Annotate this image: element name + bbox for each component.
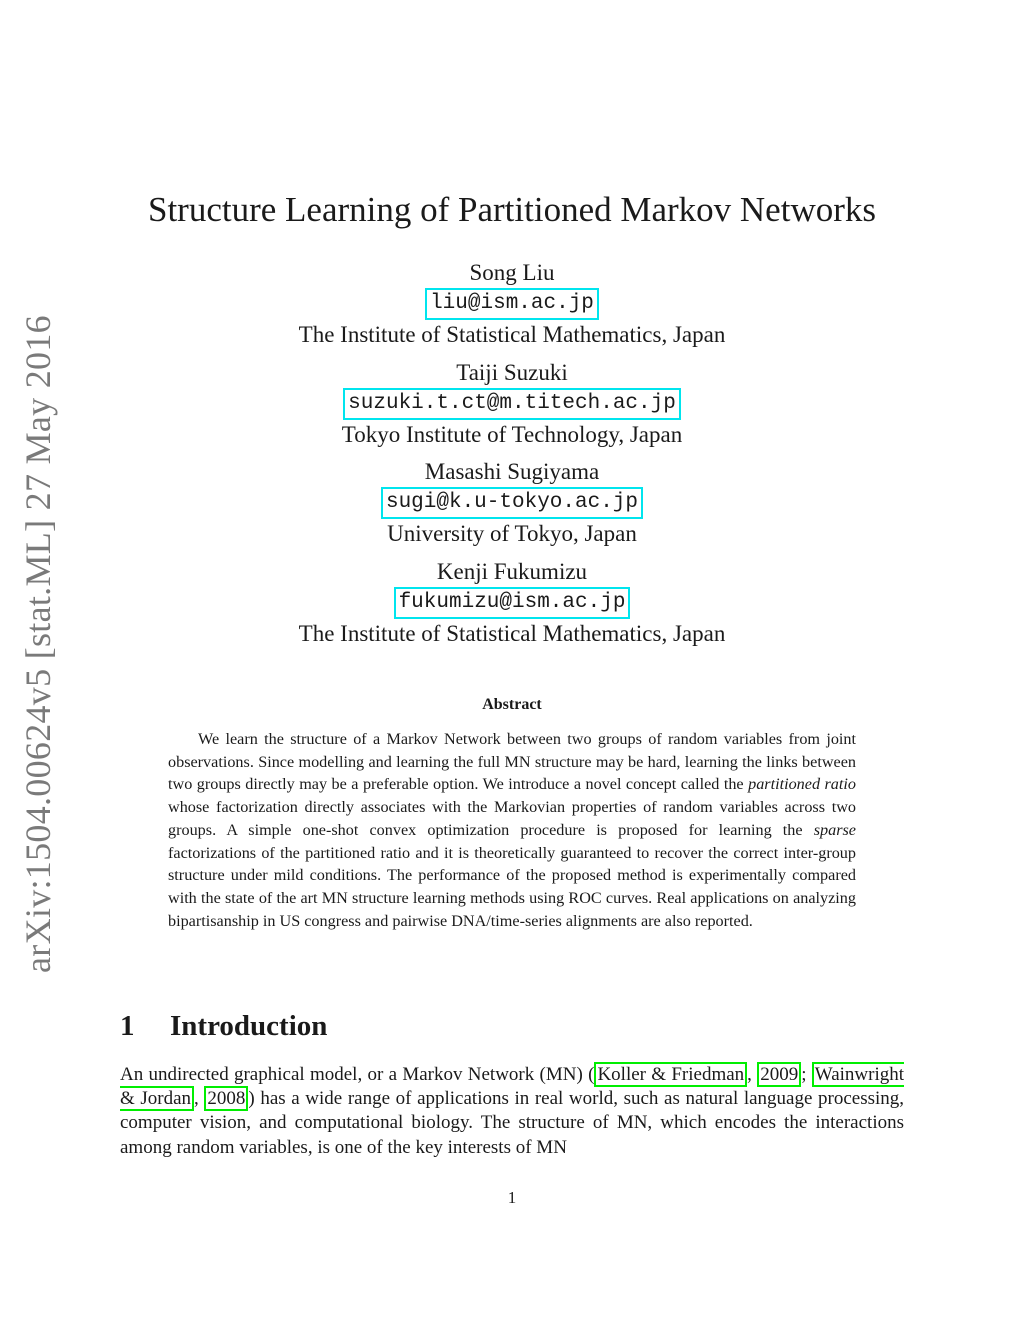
citation-link-2008[interactable]: 2008 bbox=[204, 1086, 248, 1111]
emphasis-sparse: sparse bbox=[813, 820, 856, 839]
author-block-2 bbox=[0, 358, 1024, 450]
abstract-text: We learn the structure of a Markov Network between two groups of random variables from joint observations. Since modelling and learning the full MN structure may be hard, learning the links between two groups directly may be a preferable option. We introduce a novel concept called the partitioned ratio whose factorization directly associates with the Markovian properties of random variables across two groups. A simple one-shot convex optimization procedure is proposed for learning the sparse factorizations of the partitioned ratio and it is theoretically guaranteed to recover the correct inter-group structure under mild conditions. The performance of the proposed method is experimentally compared with the state of the art MN structure learning methods using ROC curves. Real applications on analyzing bipartisanship in US congress and pairwise DNA/time-series alignments are also reported. bbox=[168, 730, 856, 930]
section-title: Introduction bbox=[170, 1010, 328, 1042]
author-email-link[interactable]: fukumizu@ism.ac.jp bbox=[394, 587, 631, 619]
author-affiliation: Tokyo Institute of Technology, Japan bbox=[341, 422, 683, 447]
emphasis-partitioned-ratio: partitioned ratio bbox=[748, 775, 856, 794]
section-heading bbox=[120, 1010, 327, 1043]
citation-link-wainwright-jordan[interactable]: Wainwright & Jordan bbox=[120, 1064, 905, 1110]
author-email-link[interactable]: suzuki.t.ct@m.titech.ac.jp bbox=[343, 388, 681, 420]
author-name: Kenji Fukumizu bbox=[436, 559, 588, 584]
author-email-link[interactable]: sugi@k.u-tokyo.ac.jp bbox=[381, 487, 643, 519]
page-number: 1 bbox=[507, 1188, 517, 1207]
author-name: Taiji Suzuki bbox=[456, 360, 568, 385]
author-block-4 bbox=[0, 557, 1024, 649]
abstract-heading: Abstract bbox=[482, 696, 542, 713]
citation-link-2009[interactable]: 2009 bbox=[757, 1062, 801, 1087]
author-name: Song Liu bbox=[469, 260, 555, 285]
author-block-1 bbox=[0, 258, 1024, 350]
author-email-link[interactable]: liu@ism.ac.jp bbox=[425, 288, 599, 320]
author-affiliation: University of Tokyo, Japan bbox=[387, 521, 637, 546]
paper-title: Structure Learning of Partitioned Markov Networks bbox=[147, 190, 876, 229]
author-name: Masashi Sugiyama bbox=[424, 459, 600, 484]
author-block-3 bbox=[0, 457, 1024, 549]
section-number: 1 bbox=[120, 1010, 135, 1042]
author-affiliation: The Institute of Statistical Mathematics, Japan bbox=[298, 621, 726, 646]
citation-link-koller-friedman[interactable]: Koller & Friedman bbox=[594, 1062, 747, 1087]
introduction-paragraph: An undirected graphical model, or a Markov Network (MN) ( Koller & Friedman , 2009 ; Wainwright & Jordan , 2008 ) has a wide range of applications in real world, such as natural language processing, computer vision, and computational biology. The structure of MN, which encodes the interactions among random variables, is one of the key interests of MN bbox=[120, 1064, 905, 1158]
author-affiliation: The Institute of Statistical Mathematics, Japan bbox=[298, 322, 726, 347]
arxiv-identifier-text: arXiv:1504.00624v5 [stat.ML] 27 May 2016 bbox=[18, 315, 58, 973]
